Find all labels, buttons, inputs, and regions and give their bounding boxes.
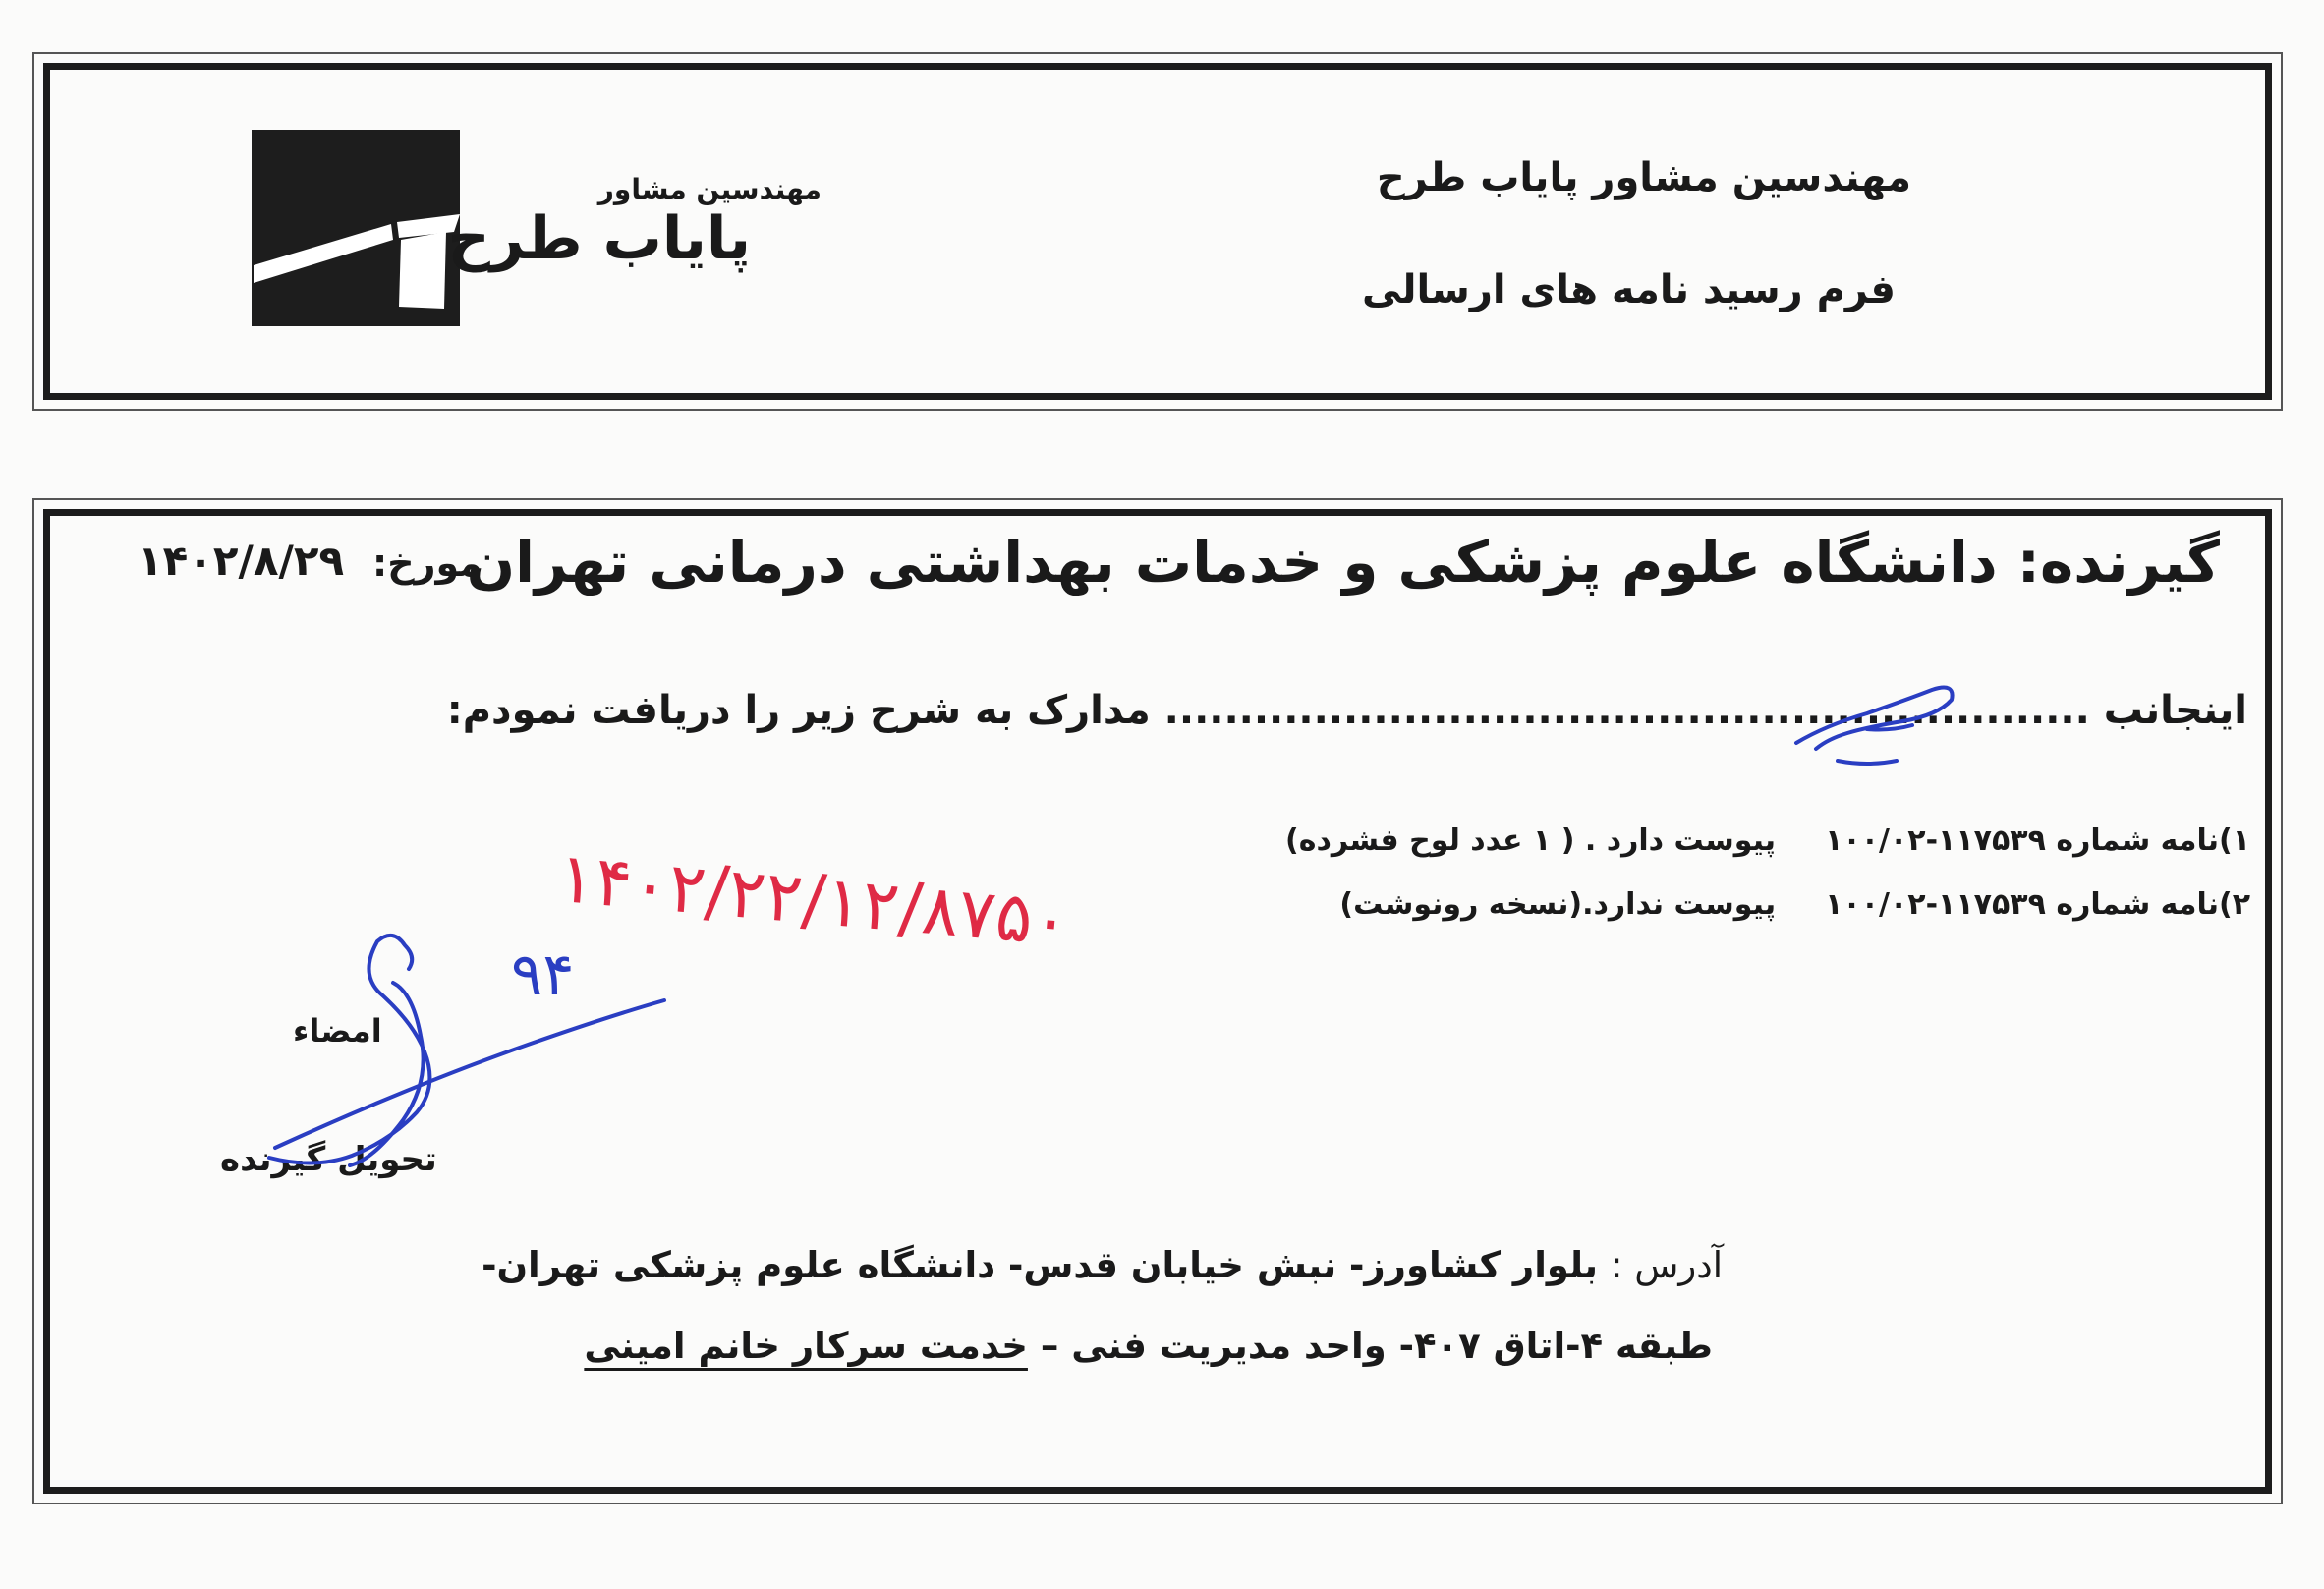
date-value: ۱۴۰۲/۸/۲۹ <box>138 537 345 585</box>
company-name: مهندسین مشاور پایاب طرح <box>1376 155 1911 200</box>
signature-label: امضاء <box>293 1012 382 1050</box>
address-line-1 <box>482 1244 1723 1286</box>
receiver-label: تحویل گیرنده <box>220 1140 437 1179</box>
intro-prefix: اینجانب <box>2103 688 2247 733</box>
address-prefix: آدرس : <box>1610 1244 1723 1286</box>
intro-dots-first: ........................ <box>1731 688 2090 733</box>
logo-large-text: پایاب طرح <box>447 204 751 273</box>
recipient-line: گیرنده: دانشگاه علوم پزشکی و خدمات بهداشتی درمانی تهران <box>466 529 2220 596</box>
address-line-2 <box>584 1325 1713 1367</box>
logo-small-text: مهندسین مشاور <box>597 173 822 205</box>
logo-stripe-icon <box>252 130 460 326</box>
item-number-text: ۱)نامه شماره ۱۱۷۵۳۹-۱۰۰/۰۲ <box>1825 823 2250 858</box>
company-logo <box>252 130 460 326</box>
list-item <box>1285 823 2250 858</box>
handwritten-stamp: ۱۴۰۲/۲۲/۱۲/۸۷۵۰ <box>554 836 1073 963</box>
date-label: مورخ: <box>372 541 482 585</box>
item-note: پیوست ندارد.(نسخه رونوشت) <box>1339 887 1777 922</box>
intro-line <box>447 688 2247 733</box>
item-number-text: ۲)نامه شماره ۱۱۷۵۳۹-۱۰۰/۰۲ <box>1825 887 2250 922</box>
list-item <box>1339 887 2250 922</box>
item-note: پیوست دارد . ( ۱ عدد لوح فشرده) <box>1285 823 1777 858</box>
handwritten-number: ۹۴ <box>511 940 575 1009</box>
address-text-1: بلوار کشاورز- نبش خیابان قدس- دانشگاه علوم پزشکی تهران- <box>482 1244 1599 1286</box>
intro-dots-second: ...................................... <box>1163 688 1732 733</box>
address-attention: خدمت سرکار خانم امینی <box>584 1325 1028 1367</box>
address-text-2: طبقه ۴-اتاق ۴۰۷- واحد مدیریت فنی – <box>1040 1325 1713 1367</box>
intro-suffix: مدارک به شرح زیر را دریافت نمودم: <box>446 688 1151 733</box>
form-title: فرم رسید نامه های ارسالی <box>1362 267 1896 312</box>
